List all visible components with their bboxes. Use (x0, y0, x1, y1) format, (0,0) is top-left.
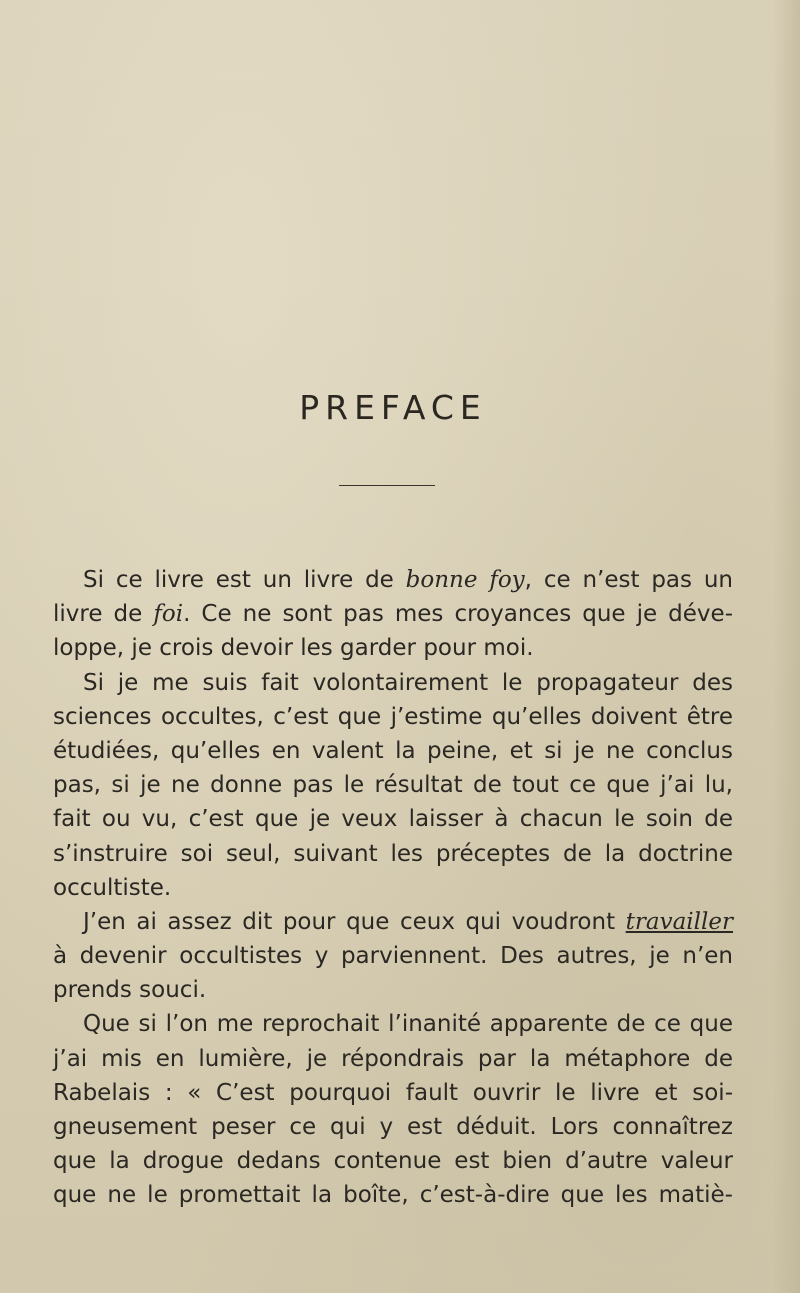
text-line: étudiées, qu’elles en valent la peine, et si je ne conclus (53, 737, 733, 764)
text-line: occultiste. (53, 874, 172, 901)
text-line: Que si l’on me reprochait l’inanité apparente de ce que (83, 1011, 733, 1038)
text-line: J’en ai assez dit pour que ceux qui voudront travailler (83, 908, 733, 935)
text-line: prends souci. (53, 977, 207, 1004)
text-line: Si je me suis fait volontairement le propagateur des (83, 669, 733, 696)
italic-phrase: foi (153, 601, 184, 628)
text-line: livre de foi. Ce ne sont pas mes croyances que je déve- (53, 601, 733, 628)
text-line: pas, si je ne donne pas le résultat de tout ce que j’ai lu, (53, 772, 733, 799)
text-line: sciences occultes, c’est que j’estime qu’elles doivent être (53, 703, 733, 730)
text-line: que la drogue dedans contenue est bien d’autre valeur (53, 1148, 733, 1175)
text-line: Si ce livre est un livre de bonne foy, ce n’est pas un (83, 567, 733, 593)
page-title: PREFACE (299, 388, 487, 427)
page-edge-shadow (772, 0, 800, 1293)
text-line: s’instruire soi seul, suivant les préceptes de la doctrine (53, 840, 733, 867)
text-line: loppe, je crois devoir les garder pour moi. (53, 635, 534, 662)
text-line: gneusement peser ce qui y est déduit. Lors connaîtrez (53, 1114, 733, 1140)
text-line: fait ou vu, c’est que je veux laisser à chacun le soin de (53, 806, 733, 833)
text-line: à devenir occultistes y parviennent. Des autres, je n’en (53, 943, 733, 970)
italic-phrase: travailler (625, 908, 733, 935)
text-line: j’ai mis en lumière, je répondrais par la métaphore de (53, 1045, 733, 1072)
title-divider (339, 485, 435, 486)
text-line: que ne le promettait la boîte, c’est-à-dire que les matiè- (53, 1182, 733, 1209)
body-text (53, 563, 733, 1213)
text-line: Rabelais : « C’est pourquoi fault ouvrir le livre et soi- (53, 1079, 733, 1106)
italic-phrase: bonne foy (405, 567, 525, 593)
